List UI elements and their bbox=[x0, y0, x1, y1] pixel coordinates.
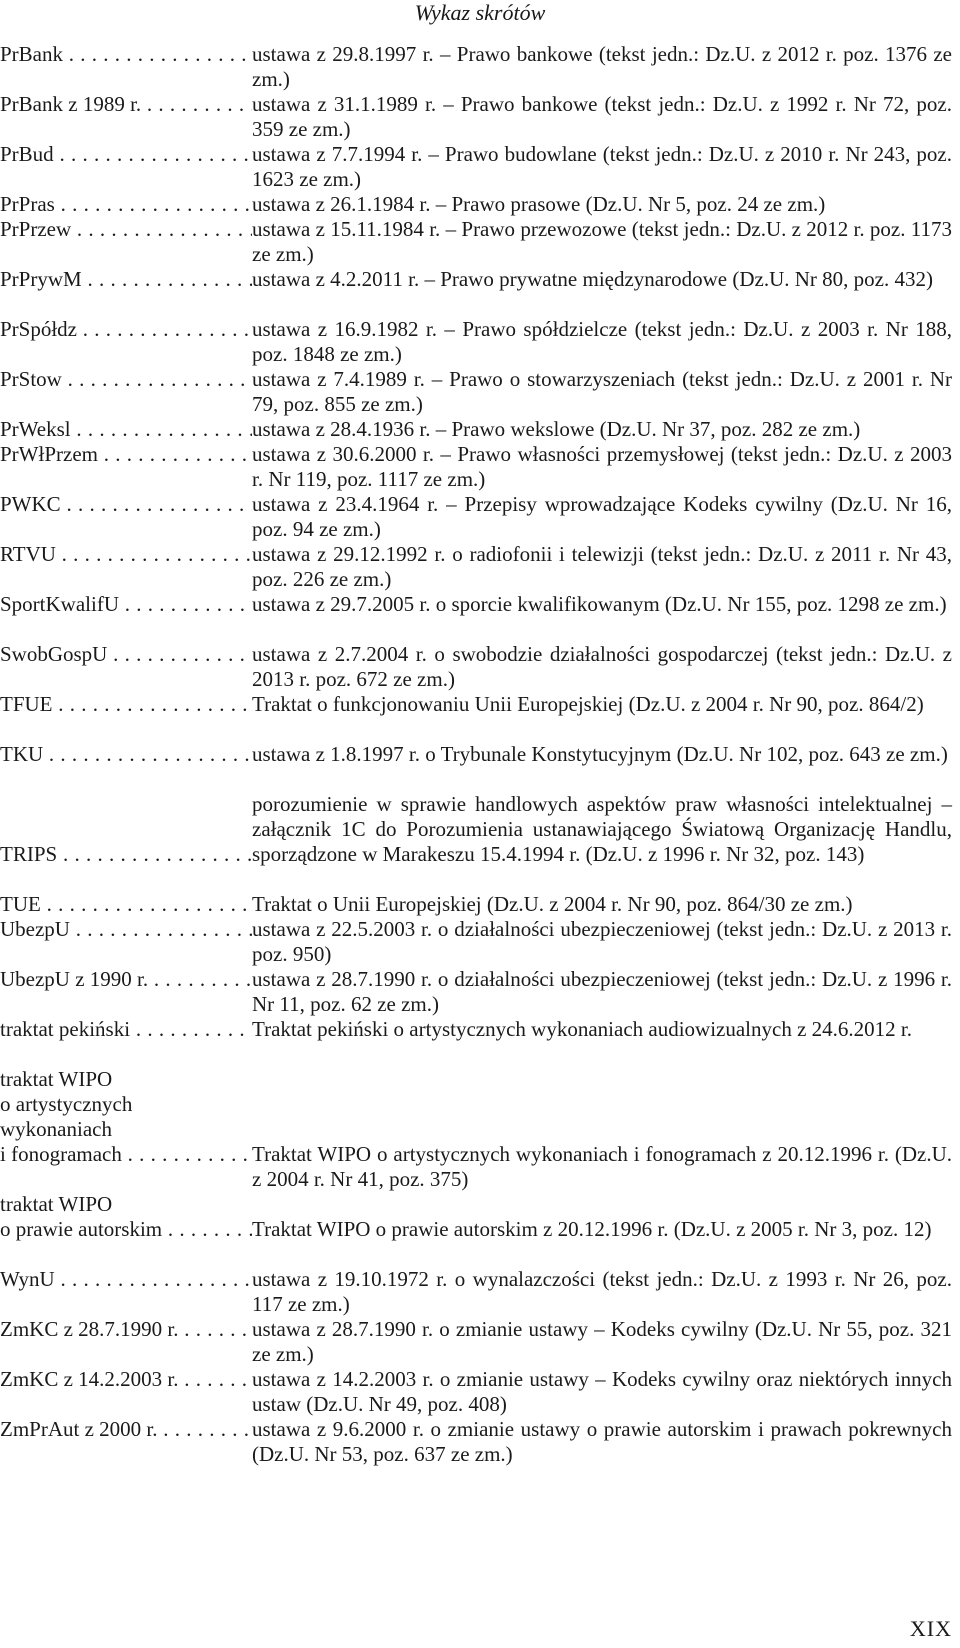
abbreviation-definition: ustawa z 7.7.1994 r. – Prawo budowlane (tekst jedn.: Dz.U. z 2010 r. Nr 243, poz. 1623 ze zm.) bbox=[252, 142, 952, 191]
abbreviation-term-text: PrBank z 1989 r. . . . bbox=[0, 92, 252, 117]
page-number: XIX bbox=[909, 1616, 952, 1641]
abbreviation-entry bbox=[0, 267, 960, 317]
abbreviation-term bbox=[0, 42, 252, 67]
abbreviation-term bbox=[0, 1367, 252, 1392]
abbreviation-definition: ustawa z 28.4.1936 r. – Prawo wekslowe (Dz.U. Nr 37, poz. 282 ze zm.) bbox=[252, 417, 861, 441]
abbreviation-definition: porozumienie w sprawie handlowych aspektów praw własności intelektualnej – załącznik 1C do Porozumienia ustanawiającego Światową Organizację Handlu, sporządzone w Marakeszu 15.4.1994 r. (Dz.U. z 1996 r. Nr 32, poz. 143) bbox=[252, 792, 952, 866]
abbreviation-term bbox=[0, 442, 252, 467]
abbreviation-term-text: TUE . . . bbox=[0, 892, 252, 917]
abbreviation-entry bbox=[0, 192, 960, 217]
abbreviation-definition: ustawa z 14.2.2003 r. o zmianie ustawy – Kodeks cywilny oraz niektórych innych ustaw (Dz.U. Nr 49, poz. 408) bbox=[252, 1367, 952, 1416]
abbreviation-term bbox=[0, 217, 252, 242]
abbreviation-term bbox=[0, 917, 252, 942]
abbreviation-entry bbox=[0, 1417, 960, 1467]
abbreviation-term-text: UbezpU z 1990 r. . . . bbox=[0, 967, 252, 992]
abbreviation-term bbox=[0, 417, 252, 442]
abbreviation-definition: ustawa z 23.4.1964 r. – Przepisy wprowadzające Kodeks cywilny (Dz.U. Nr 16, poz. 94 ze zm.) bbox=[252, 492, 952, 541]
abbreviation-entry bbox=[0, 592, 960, 642]
abbreviation-entry bbox=[0, 367, 960, 417]
abbreviation-term-text: PrWłPrzem . . . bbox=[0, 442, 252, 467]
abbreviation-term bbox=[0, 1317, 252, 1342]
abbreviation-term bbox=[0, 92, 252, 117]
abbreviation-term-text: PrStow . . . bbox=[0, 367, 252, 392]
abbreviation-term-text: SportKwalifU . . . bbox=[0, 592, 252, 617]
abbreviation-term bbox=[0, 642, 252, 667]
abbreviation-definition: ustawa z 1.8.1997 r. o Trybunale Konstytucyjnym (Dz.U. Nr 102, poz. 643 ze zm.) bbox=[252, 742, 948, 766]
abbreviation-definition: ustawa z 30.6.2000 r. – Prawo własności przemysłowej (tekst jedn.: Dz.U. z 2003 r. Nr 119, poz. 1117 ze zm.) bbox=[252, 442, 952, 491]
abbreviation-definition: ustawa z 15.11.1984 r. – Prawo przewozowe (tekst jedn.: Dz.U. z 2012 r. poz. 1173 ze zm.) bbox=[252, 217, 952, 266]
abbreviation-term bbox=[0, 892, 252, 917]
abbreviation-entry bbox=[0, 142, 960, 192]
abbreviation-definition: ustawa z 19.10.1972 r. o wynalazczości (tekst jedn.: Dz.U. z 1993 r. Nr 26, poz. 117 ze zm.) bbox=[252, 1267, 952, 1316]
abbreviation-term-line: traktat WIPO bbox=[0, 1192, 113, 1216]
abbreviation-term bbox=[0, 492, 252, 517]
abbreviation-entry bbox=[0, 792, 960, 892]
abbreviation-entry bbox=[0, 317, 960, 367]
abbreviation-definition: ustawa z 9.6.2000 r. o zmianie ustawy o prawie autorskim i prawach pokrewnych (Dz.U. Nr 53, poz. 637 ze zm.) bbox=[252, 1417, 952, 1466]
abbreviation-definition: Traktat WIPO o artystycznych wykonaniach i fonogramach z 20.12.1996 r. (Dz.U. z 2004 r. Nr 41, poz. 375) bbox=[252, 1142, 952, 1191]
abbreviation-definition: ustawa z 26.1.1984 r. – Prawo prasowe (Dz.U. Nr 5, poz. 24 ze zm.) bbox=[252, 192, 826, 216]
abbreviation-term bbox=[0, 317, 252, 342]
abbreviation-definition: Traktat o funkcjonowaniu Unii Europejskiej (Dz.U. z 2004 r. Nr 90, poz. 864/2) bbox=[252, 692, 924, 716]
abbreviation-definition: Traktat pekiński o artystycznych wykonaniach audiowizualnych z 24.6.2012 r. bbox=[252, 1017, 912, 1041]
abbreviation-entry bbox=[0, 967, 960, 1017]
abbreviation-term-text: UbezpU . . . bbox=[0, 917, 252, 942]
abbreviation-definition: ustawa z 7.4.1989 r. – Prawo o stowarzyszeniach (tekst jedn.: Dz.U. z 2001 r. Nr 79, poz. 855 ze zm.) bbox=[252, 367, 952, 416]
abbreviation-definition: ustawa z 31.1.1989 r. – Prawo bankowe (tekst jedn.: Dz.U. z 1992 r. Nr 72, poz. 359 ze zm.) bbox=[252, 92, 952, 141]
abbreviation-term-text: ZmKC z 14.2.2003 r. . . . bbox=[0, 1367, 252, 1392]
abbreviation-term bbox=[0, 1067, 252, 1167]
running-header: Wykaz skrótów bbox=[414, 0, 546, 25]
abbreviation-entry bbox=[0, 217, 960, 267]
abbreviation-term-text: PrSpółdz . . . bbox=[0, 317, 252, 342]
abbreviation-term bbox=[0, 1267, 252, 1292]
abbreviation-entry bbox=[0, 892, 960, 917]
abbreviation-entry bbox=[0, 1067, 960, 1192]
abbreviation-definition: ustawa z 2.7.2004 r. o swobodzie działalności gospodarczej (tekst jedn.: Dz.U. z 2013 r. poz. 672 ze zm.) bbox=[252, 642, 952, 691]
abbreviation-entry bbox=[0, 1267, 960, 1317]
abbreviation-term-text: i fonogramach . . . bbox=[0, 1142, 252, 1167]
abbreviation-term-text: traktat pekiński . . . bbox=[0, 1017, 252, 1042]
abbreviation-term-text: RTVU . . . bbox=[0, 542, 252, 567]
abbreviation-definition: ustawa z 16.9.1982 r. – Prawo spółdzielcze (tekst jedn.: Dz.U. z 2003 r. Nr 188, poz. 1848 ze zm.) bbox=[252, 317, 952, 366]
abbreviation-term bbox=[0, 742, 252, 767]
abbreviation-term bbox=[0, 267, 252, 292]
abbreviation-definition: ustawa z 4.2.2011 r. – Prawo prywatne międzynarodowe (Dz.U. Nr 80, poz. 432) bbox=[252, 267, 933, 291]
abbreviation-entry bbox=[0, 492, 960, 542]
abbreviation-definition: ustawa z 28.7.1990 r. o zmianie ustawy – Kodeks cywilny (Dz.U. Nr 55, poz. 321 ze zm.) bbox=[252, 1317, 952, 1366]
abbreviation-entry bbox=[0, 1192, 960, 1267]
abbreviation-definition: ustawa z 28.7.1990 r. o działalności ubezpieczeniowej (tekst jedn.: Dz.U. z 1996 r. Nr 11, poz. 62 ze zm.) bbox=[252, 967, 952, 1016]
abbreviation-entry bbox=[0, 92, 960, 142]
abbreviation-term-text: TRIPS . . . bbox=[0, 842, 252, 867]
abbreviation-term bbox=[0, 367, 252, 392]
abbreviation-term bbox=[0, 1417, 252, 1442]
abbreviation-term-text: SwobGospU . . . bbox=[0, 642, 252, 667]
abbreviation-entry bbox=[0, 42, 960, 92]
abbreviation-term-text: PrBank . . . bbox=[0, 42, 252, 67]
abbreviation-entry bbox=[0, 692, 960, 742]
abbreviation-entry bbox=[0, 417, 960, 442]
abbreviation-definition: ustawa z 29.8.1997 r. – Prawo bankowe (tekst jedn.: Dz.U. z 2012 r. poz. 1376 ze zm.) bbox=[252, 42, 952, 91]
abbreviation-term-text: ZmPrAut z 2000 r. . . . bbox=[0, 1417, 252, 1442]
abbreviation-definition: ustawa z 29.7.2005 r. o sporcie kwalifikowanym (Dz.U. Nr 155, poz. 1298 ze zm.) bbox=[252, 592, 947, 616]
abbreviation-term-line: o artystycznych bbox=[0, 1092, 133, 1116]
abbreviation-term-text: PrWeksl . . . bbox=[0, 417, 252, 442]
abbreviation-entry bbox=[0, 542, 960, 592]
abbreviation-term-text: PrBud . . . bbox=[0, 142, 252, 167]
abbreviation-term bbox=[0, 842, 252, 867]
abbreviation-entry bbox=[0, 742, 960, 792]
abbreviation-term bbox=[0, 542, 252, 567]
abbreviation-term-text: PrPras . . . bbox=[0, 192, 252, 217]
abbreviation-term-text: TKU . . . bbox=[0, 742, 252, 767]
abbreviation-definition: ustawa z 29.12.1992 r. o radiofonii i telewizji (tekst jedn.: Dz.U. z 2011 r. Nr 43, poz. 226 ze zm.) bbox=[252, 542, 952, 591]
abbreviation-entry bbox=[0, 917, 960, 967]
abbreviation-definition: ustawa z 22.5.2003 r. o działalności ubezpieczeniowej (tekst jedn.: Dz.U. z 2013 r. poz. 950) bbox=[252, 917, 952, 966]
abbreviation-term-text: PrPrywM . . . bbox=[0, 267, 252, 292]
abbreviation-term-text: PrPrzew . . . bbox=[0, 217, 252, 242]
abbreviation-term bbox=[0, 192, 252, 217]
abbreviation-entry bbox=[0, 642, 960, 692]
abbreviation-term bbox=[0, 1192, 252, 1242]
abbreviation-term bbox=[0, 142, 252, 167]
abbreviation-entry bbox=[0, 442, 960, 492]
abbreviation-term-text: TFUE . . . bbox=[0, 692, 252, 717]
abbreviation-term bbox=[0, 967, 252, 992]
abbreviation-term-line: traktat WIPO bbox=[0, 1067, 113, 1091]
abbreviation-term-text: WynU . . . bbox=[0, 1267, 252, 1292]
abbreviation-term bbox=[0, 592, 252, 617]
abbreviation-term bbox=[0, 692, 252, 717]
abbreviation-term-line: wykonaniach bbox=[0, 1117, 112, 1141]
abbreviation-entry bbox=[0, 1017, 960, 1067]
abbreviation-term-text: o prawie autorskim . . . bbox=[0, 1217, 252, 1242]
abbreviation-term-text: ZmKC z 28.7.1990 r. . . . bbox=[0, 1317, 252, 1342]
abbreviation-entry bbox=[0, 1317, 960, 1367]
abbreviation-term-text: PWKC . . . bbox=[0, 492, 252, 517]
abbreviation-definition: Traktat WIPO o prawie autorskim z 20.12.1996 r. (Dz.U. z 2005 r. Nr 3, poz. 12) bbox=[252, 1217, 932, 1241]
abbreviation-definition: Traktat o Unii Europejskiej (Dz.U. z 2004 r. Nr 90, poz. 864/30 ze zm.) bbox=[252, 892, 853, 916]
abbreviation-term bbox=[0, 1017, 252, 1042]
abbreviation-list bbox=[0, 42, 960, 1467]
abbreviation-entry bbox=[0, 1367, 960, 1417]
